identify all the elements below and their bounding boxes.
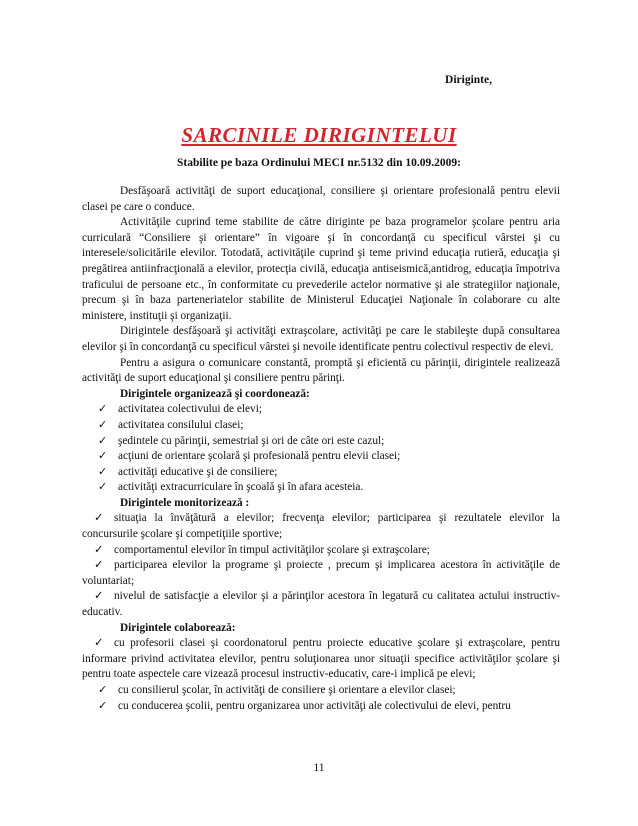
checkmark-icon: ✓	[94, 512, 104, 525]
checkmark-icon: ✓	[94, 559, 104, 572]
list-colaboreaza	[82, 683, 560, 714]
paragraph: Pentru a asigura o comunicare constantă, promptă şi eficientă cu părinţii, dirigintele realizează activităţi de suport educaţional şi consiliere pentru părinţi.	[82, 356, 560, 385]
paragraph: Activităţile cuprind teme stabilite de către diriginte pe baza programelor şcolare pentru aria curriculară “Consiliere şi orientare” în vigoare şi în concordanţă cu specificul vârstei şi cu interesele/solicitările elevilor. Totodată, activităţile cuprind şi teme privind educaţia rutieră, educaţia şi pregătirea antiinfracţională a elevilor, protecţia civilă, educaţia antiseismică,antidrog, educaţia împotriva traficului de persoane etc., în conformitate cu prevederile actelor normative şi ale strategiilor naţionale, precum şi în baza parteneriatelor stabilite de Ministerul Educaţiei Naţionale în colaborare cu alte ministere, instituţii şi organizaţii.	[82, 216, 560, 322]
list-organizeaza	[82, 402, 560, 496]
list-item: ✓ activităţi educative şi de consiliere;	[82, 465, 560, 481]
checkmark-icon: ✓	[98, 450, 108, 463]
checkmark-icon: ✓	[94, 543, 104, 556]
section-heading-monitorizeaza: Dirigintele monitorizează :	[120, 496, 250, 509]
checkmark-icon: ✓	[98, 403, 108, 416]
page-title: SARCINILE DIRIGINTELUI	[181, 123, 457, 147]
section-heading-organizeaza: Dirigintele organizează şi coordonează:	[120, 387, 310, 400]
checkmark-icon: ✓	[98, 418, 108, 431]
header-diriginte: Diriginte,	[445, 74, 492, 86]
list-item: ✓ activitatea colectivului de elevi;	[82, 402, 560, 418]
list-item: ✓ acţiuni de orientare şcolară şi profesională pentru elevii clasei;	[82, 449, 560, 465]
list-item: ✓ situaţia la învăţătură a elevilor; frecvenţa elevilor; participarea şi rezultatele elevilor la concursurile şcolare şi competiţiile sportive;	[82, 512, 560, 541]
list-item: ✓ activitatea consilului clasei;	[82, 418, 560, 434]
list-item: ✓ cu consilierul şcolar, în activităţi de consiliere şi orientare a elevilor clasei;	[82, 683, 560, 699]
list-item: ✓ şedintele cu părinţii, semestrial şi ori de câte ori este cazul;	[82, 434, 560, 450]
checkmark-icon: ✓	[94, 590, 104, 603]
checkmark-icon: ✓	[98, 481, 108, 494]
checkmark-icon: ✓	[94, 637, 104, 650]
document-body	[82, 184, 560, 714]
paragraph: Desfăşoară activităţi de suport educaţional, consiliere şi orientare profesională pentru elevii clasei pe care o conduce.	[82, 185, 560, 213]
checkmark-icon: ✓	[98, 699, 108, 712]
checkmark-icon: ✓	[98, 434, 108, 447]
list-item: ✓ activităţi extracurriculare în şcoală şi în afara acesteia.	[82, 480, 560, 496]
list-item: ✓ participarea elevilor la programe şi proiecte , precum şi implicarea acestora în activităţile de voluntariat;	[82, 559, 560, 587]
list-item: ✓ cu profesorii clasei şi coordonatorul pentru proiecte educative şcolare şi extraşcolare, pentru informare privind activitatea elevilor, pentru soluţionarea unor situaţii specifice activităţilor şcolare şi pentru toate aspectele care vizează procesul instructiv-educativ, care-i implică pe elevi;	[82, 637, 560, 681]
paragraph: Dirigintele desfăşoară şi activităţi extraşcolare, activităţi pe care le stabileşte după consultarea elevilor şi în concordanţă cu specificul vârstei şi nevoile identificate pentru colectivul respectiv de elevi.	[82, 325, 560, 353]
list-item: ✓ cu conducerea şcolii, pentru organizarea unor activităţi ale colectivului de elevi, pentru	[82, 699, 560, 715]
list-item: ✓ nivelul de satisfacţie a elevilor şi a părinţilor acestora în legatură cu calitatea actului instructiv-educativ.	[82, 590, 560, 619]
page-number: 11	[313, 762, 325, 774]
section-heading-colaboreaza: Dirigintele colaborează:	[120, 621, 236, 634]
checkmark-icon: ✓	[98, 684, 108, 696]
list-item: ✓ comportamentul elevilor în timpul activităţilor şcolare şi extraşcolare;	[82, 543, 560, 559]
page-subtitle: Stabilite pe baza Ordinului MECI nr.5132 din 10.09.2009:	[177, 157, 461, 169]
checkmark-icon: ✓	[98, 465, 108, 478]
